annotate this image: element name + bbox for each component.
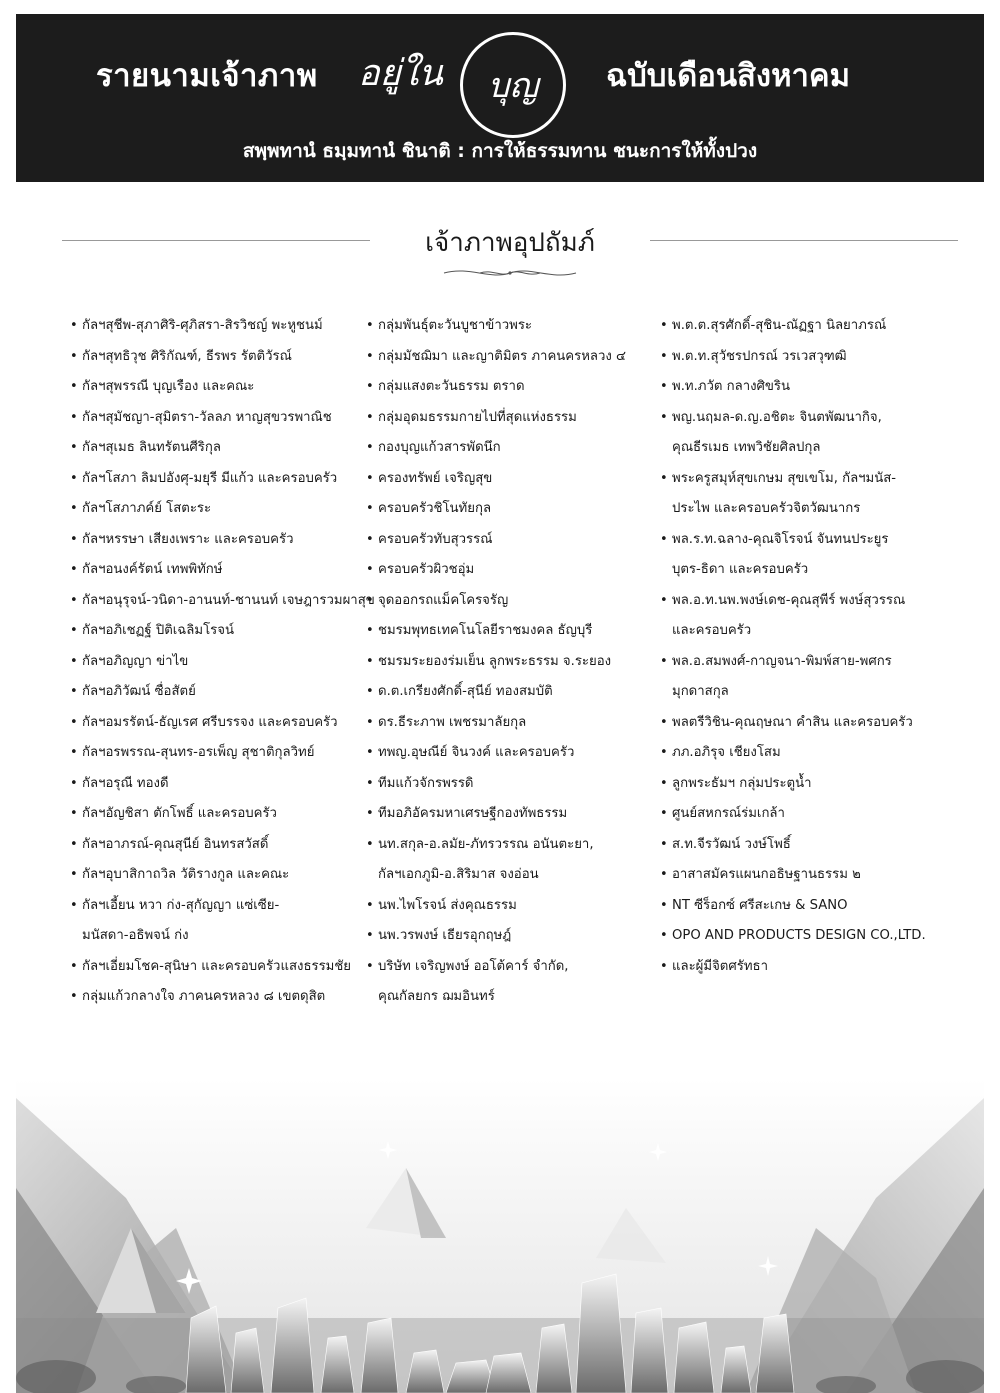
sponsor-item (660, 769, 950, 800)
sponsor-name-continued: คุณกัลยกร ฌมอินทร์ (378, 989, 495, 1004)
sponsor-item (70, 433, 360, 464)
sponsor-item (366, 769, 652, 800)
sponsor-name: กัลฯโสภาภค์ย์ โสตะระ (82, 501, 212, 516)
sponsor-name: ชมรมพุทธเทคโนโลยีราชมงคล ธัญบุรี (378, 623, 593, 638)
sponsor-name: ครอบครัวชิโนทัยกุล (378, 501, 492, 516)
sponsor-name: ลูกพระธัมฯ กลุ่มประตูน้ำ (672, 775, 812, 791)
header-title-left: รายนามเจ้าภาพ (96, 58, 318, 94)
sponsor-name: กัลฯเอี้ยน หวา ก่ง-สุกัญญา แซ่เซีย- (82, 897, 280, 913)
sponsor-name: และผู้มีจิตศรัทธา (672, 958, 768, 974)
sponsor-name: กัลฯโสภา ลิมปอังศุ-มยุรี มีแก้ว และครอบครัว (82, 470, 338, 486)
sponsor-item (660, 342, 950, 373)
sponsor-name: พ.ต.ต.สุรศักดิ์-สุชิน-ณัฏฐา นิลยาภรณ์ (672, 318, 887, 333)
sponsor-name: ทพญ.อุษณีย์ จินวงค์ และครอบครัว (378, 745, 575, 760)
sponsor-item (366, 525, 652, 556)
sponsor-item (70, 708, 360, 739)
sponsor-item (660, 952, 950, 983)
section-header (62, 222, 958, 282)
sponsor-item (660, 738, 950, 769)
sponsor-name: กลุ่มพันธุ์ตะวันบูชาข้าวพระ (378, 318, 532, 333)
sponsor-name: ส.ท.จีรวัฒน์ วงษ์โพธิ์ (672, 836, 791, 852)
sponsor-item (660, 311, 950, 342)
sponsor-item (366, 616, 652, 647)
sponsor-column-2 (366, 311, 652, 1013)
sponsor-name-continued: คุณธีรเมธ เทพวิชัยศิลปกุล (672, 440, 821, 455)
sponsor-name: พล.อ.ท.นพ.พงษ์เดช-คุณสุพีร์ พงษ์สุวรรณ (672, 592, 906, 608)
sponsor-name: กัลฯสุชีพ-สุภาศิริ-ศุภิสรา-สิรวิชญ์ พะหูชนม์ (82, 318, 323, 333)
sponsor-item (366, 891, 652, 922)
sponsor-name: พลตรีวิชิน-คุณฤษณา คำสิน และครอบครัว (672, 714, 913, 730)
sponsor-item (70, 677, 360, 708)
sponsor-item (70, 891, 360, 952)
sponsor-item (660, 860, 950, 891)
sponsor-item (366, 921, 652, 952)
sponsor-name: นพ.วรพงษ์ เธียรอุกฤษฎ์ (378, 928, 512, 943)
sponsor-name: กัลฯอาภรณ์-คุณสุนีย์ อินทรสวัสดิ์ (82, 836, 269, 852)
sponsor-item (70, 647, 360, 678)
sponsor-item (366, 342, 652, 373)
sponsor-item (366, 403, 652, 434)
sponsor-name: OPO AND PRODUCTS DESIGN CO.,LTD. (672, 928, 926, 943)
sponsor-name: กัลฯอมรรัตน์-ธัญเรศ ศรีบรรจง และครอบครัว (82, 714, 338, 730)
sponsor-item (70, 982, 360, 1013)
sponsor-name: ครองทรัพย์ เจริญสุข (378, 470, 493, 486)
sponsor-name: กัลฯเอี่ยมโชค-สุนิษา และครอบครัวแสงธรรมชัย (82, 958, 352, 974)
sponsor-item (366, 708, 652, 739)
sponsor-item (70, 799, 360, 830)
sponsor-item (660, 464, 950, 525)
sponsor-name: กัลฯอภิญญา ข่าไข (82, 653, 189, 669)
ornament-icon (440, 264, 580, 282)
sponsor-name-continued: บุตร-ธิดา และครอบครัว (672, 562, 809, 577)
sponsor-item (366, 586, 652, 617)
sponsor-item (70, 525, 360, 556)
sponsor-name-continued: และครอบครัว (672, 623, 752, 638)
sponsor-name: ทีมอภิอัครมหาเศรษฐีกองทัพธรรม (378, 806, 568, 821)
sponsor-name: ครอบครัวทับสุวรรณ์ (378, 531, 493, 547)
sponsor-item (660, 647, 950, 708)
sponsor-name: กลุ่มมัชฌิมา และญาติมิตร ภาคนครหลวง ๔ (378, 348, 626, 364)
sponsor-name: กองบุญแก้วสารพัดนึก (378, 440, 501, 455)
section-title: เจ้าภาพอุปถัมภ์ (425, 228, 595, 258)
sponsor-name: พ.ต.ท.สุวัชรปกรณ์ วรเวสวุฑฒิ (672, 348, 847, 364)
logo-circle (460, 32, 566, 138)
header-subtitle: สพฺพทานํ ธมฺมทานํ ชินาติ : การให้ธรรมทาน ชนะการให้ทั้งปวง (242, 140, 758, 162)
sponsor-name: กัลฯอรุณี ทองดี (82, 775, 169, 791)
sponsor-item (70, 616, 360, 647)
sponsor-name-continued: มุกดาสกุล (672, 684, 729, 699)
sponsor-item (366, 738, 652, 769)
sponsor-item (70, 738, 360, 769)
sponsor-item (366, 494, 652, 525)
sponsor-item (70, 372, 360, 403)
sponsor-name: นท.สกุล-อ.ลมัย-ภัทรวรรณ อนันตะยา, (378, 836, 594, 852)
sponsor-name: NT ซีร็อกซ์ ศรีสะเกษ & SANO (672, 897, 848, 913)
sponsor-name: ด.ต.เกรียงศักดิ์-สุนีย์ ทองสมบัติ (378, 684, 553, 699)
sponsor-item (366, 372, 652, 403)
sponsor-name: พล.อ.สมพงศ์-กาญจนา-พิมพ์สาย-พศกร (672, 653, 892, 669)
sponsor-name: กัลฯอรพรรณ-สุนทร-อรเพ็ญ สุชาติกุลวิทย์ (82, 745, 315, 760)
sponsor-name: พ.ท.ภวัต กลางศิขริน (672, 379, 791, 394)
sponsor-item (70, 342, 360, 373)
sponsor-name: กัลฯอัญชิสา ตักโพธิ์ และครอบครัว (82, 806, 277, 821)
sponsor-item (70, 311, 360, 342)
sponsor-name: กัลฯอนุรุจน์-วนิดา-อานนท์-ชานนท์ เจษฎารวมผาสุข (82, 592, 375, 608)
sponsor-item (660, 891, 950, 922)
sponsor-name: บริษัท เจริญพงษ์ ออโต้คาร์ จำกัด, (378, 958, 569, 974)
sponsor-item (366, 952, 652, 1013)
sponsor-column-3 (660, 311, 950, 982)
sponsor-name: กัลฯสุพรรณี บุญเรือง และคณะ (82, 379, 255, 394)
sponsor-name: อาสาสมัครแผนกอธิษฐานธรรม ๒ (672, 867, 861, 882)
sponsor-name: กัลฯอุบาสิกาถวิล วัติรางกูล และคณะ (82, 867, 290, 882)
sponsor-item (70, 464, 360, 495)
sponsor-name: กัลฯอภิวัฒน์ ซื่อสัตย์ (82, 684, 196, 699)
sponsor-column-1 (70, 311, 375, 1013)
sponsor-item (660, 586, 950, 647)
sponsor-name: ศูนย์สหกรณ์ร่มเกล้า (672, 806, 785, 821)
sponsor-item (70, 952, 360, 983)
sponsor-name: นพ.ไพโรจน์ ส่งคุณธรรม (378, 897, 517, 913)
sponsor-item (660, 372, 950, 403)
sponsor-name: กัลฯหรรษา เสียงเพราะ และครอบครัว (82, 531, 294, 547)
sponsor-item (660, 830, 950, 861)
logo-circle-text: บุญ (487, 66, 539, 106)
sponsor-item (660, 921, 950, 952)
sponsor-item (366, 677, 652, 708)
sponsor-name-continued: กัลฯเอกภูมิ-อ.สิริมาส จงอ่อน (378, 867, 539, 882)
sponsor-name-continued: มนัสดา-อธิพจน์ ก่ง (82, 928, 189, 943)
header-banner (16, 14, 984, 182)
sponsor-name: กัลฯอนงค์รัตน์ เทพพิทักษ์ (82, 562, 223, 577)
sponsor-item (660, 525, 950, 586)
sponsor-item (366, 311, 652, 342)
sponsor-item (70, 555, 360, 586)
sponsor-name: พล.ร.ท.ฉลาง-คุณจิโรจน์ จันทนประยูร (672, 531, 889, 547)
sponsor-name: ทีมแก้วจักรพรรดิ (378, 775, 474, 791)
sponsor-name: ดร.ธีระภาพ เพชรมาลัยกุล (378, 714, 527, 730)
sponsor-name: กัลฯสุทธิวุช ศิริกัณฑ์, ธีรพร รัตติวัรณ์ (82, 348, 292, 364)
sponsor-item (660, 799, 950, 830)
sponsor-item (70, 586, 375, 617)
sponsor-item (366, 433, 652, 464)
sponsor-item (660, 403, 950, 464)
mountain-crystal-illustration (16, 1078, 984, 1393)
sponsor-name: ภภ.อภิรุจ เชียงโสม (672, 745, 781, 760)
sponsor-name: กลุ่มแสงตะวันธรรม ตราด (378, 379, 525, 394)
sponsor-item (366, 555, 652, 586)
sponsor-item (366, 647, 652, 678)
sponsor-item (70, 494, 360, 525)
sponsor-name: กัลฯอภิเชฏฐ์ ปิติเฉลิมโรจน์ (82, 623, 234, 638)
sponsor-item (70, 830, 360, 861)
sponsor-item (70, 769, 360, 800)
sponsor-name: กัลฯสุเมธ ลินทรัตนศีริกุล (82, 440, 221, 455)
sponsor-item (366, 830, 652, 891)
sponsor-name: กัลฯสุมัชญา-สุมิตรา-วัลลภ หาญสุขวรพาณิช (82, 409, 332, 425)
sponsor-name-continued: ประไพ และครอบครัวจิตวัฒนากร (672, 501, 861, 516)
sponsor-name: กลุ่มแก้วกลางใจ ภาคนครหลวง ๘ เขตดุสิต (82, 989, 326, 1004)
sponsor-name: ครอบครัวผิวชอุ่ม (378, 562, 475, 577)
sponsor-item (660, 708, 950, 739)
sponsor-item (366, 464, 652, 495)
sponsor-name: พระครูสมุห์สุขเกษม สุขเขโม, กัลฯมนัส- (672, 470, 897, 486)
sponsor-item (70, 403, 360, 434)
header-title-right: ฉบับเดือนสิงหาคม (606, 58, 851, 94)
sponsor-name: จุดออกรถแม็คโครจรัญ (378, 592, 509, 608)
sponsor-item (70, 860, 360, 891)
sponsor-item (366, 799, 652, 830)
logo-word: อยู่ใน (358, 53, 443, 94)
sponsor-name: ชมรมระยองร่มเย็น ลูกพระธรรม จ.ระยอง (378, 653, 612, 669)
sponsor-name: กลุ่มอุดมธรรมกายไปที่สุดแห่งธรรม (378, 409, 577, 425)
sponsor-name: พญ.นฤมล-ด.ญ.อชิตะ จินตพัฒนากิจ, (672, 409, 882, 425)
